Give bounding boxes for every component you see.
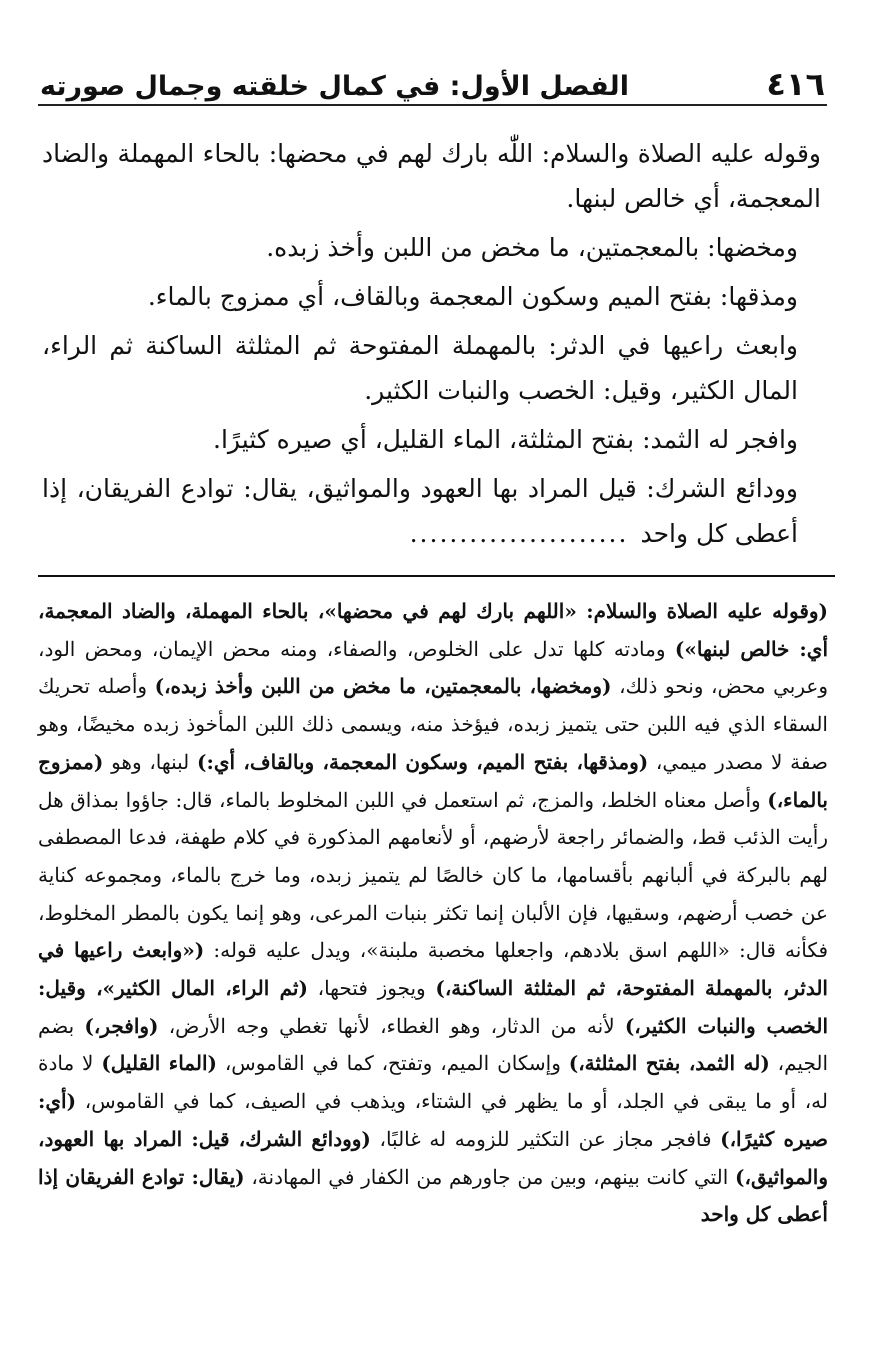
section-divider	[38, 575, 835, 577]
hadith-paragraph: ومذقها: بفتح الميم وسكون المعجمة وبالقاف، أي ممزوج بالماء.	[147, 282, 798, 311]
hadith-paragraph: وافجر له الثمد: بفتح المثلثة، الماء القليل، أي صيره كثيرًا.	[213, 425, 798, 454]
commentary-segment: بضم الجيم،	[38, 1013, 828, 1076]
page-number: ٤١٦	[766, 65, 825, 103]
hadith-paragraph-text: وودائع الشرك: قيل المراد بها العهود والمواثيق، يقال: توادع الفريقان، إذا أعطى كل واحد	[42, 474, 798, 548]
header-divider	[38, 104, 827, 106]
commentary-segment: وأصل معناه الخلط، والمزج، ثم استعمل في اللبن المخلوط بالماء، قال: جاؤوا بمذاق هل رأيت الذئب قط، والضمائر راجعة لأرضهم، أو لأنعامهم المذكورة في كلام طهفة، فدعا المصطفى لهم بالبركة في ألبانهم بأقسامها، ما كان خالصًا لم يتميز زبده، وما خرج بالماء، ومجموعه كناية عن خصب أرضهم، وسقيها، فإن الألبان إنما تكثر بنبات المرعى، وهو إنما يكون بالمطر المخلوط، فكأنه قال: «اللهم اسق بلادهم، واجعلها مخصبة ملبنة»، ويدل عليه قوله:	[38, 787, 829, 963]
hadith-text	[42, 131, 821, 560]
quoted-text: (له الثمد، بفتح المثلثة،)	[568, 1051, 770, 1076]
commentary-segment: وأصله تحريك السقاء الذي فيه اللبن حتى يتميز زبده، فيؤخذ منه، ويسمى ذلك اللبن المأخوذ زبده مخيضًا، وهو صفة لا مصدر ميمي،	[38, 674, 829, 774]
quoted-text: (ومذقها، بفتح الميم، وسكون المعجمة، وبالقاف، أي:)	[197, 749, 649, 774]
quoted-text: (أي: صيره كثيرًا،)	[38, 1089, 828, 1151]
commentary-segment: لبنها، وهو	[103, 749, 198, 774]
hadith-paragraph: ومخضها: بالمعجمتين، ما مخض من اللبن وأخذ زبده.	[266, 233, 798, 262]
quoted-text: (الماء القليل)	[101, 1051, 217, 1076]
quoted-text: (ثم الراء، المال الكثير»، وقيل: الخصب والنبات الكثير،)	[38, 976, 828, 1038]
quoted-text: (وودائع الشرك، قيل: المراد بها العهود، والمواثيق،)	[38, 1126, 828, 1189]
commentary-segment: فافجر مجاز عن التكثير للزومه له غالبًا،	[370, 1126, 721, 1151]
hadith-paragraph: وقوله عليه الصلاة والسلام: اللّٰه بارك لهم في محضها: بالحاء المهملة والضاد المعجمة، أي خالص لبنها.	[42, 139, 821, 213]
commentary-segment: ومادته كلها تدل على الخلوص، والصفاء، ومنه محض الإيمان، ومحض الود، وعربي محض، ونحو ذلك،	[38, 636, 828, 699]
commentary-text	[38, 593, 828, 1234]
page-header	[40, 50, 825, 103]
quoted-text: («وابعث راعيها في الدثر، بالمهملة المفتوحة، ثم المثلثة الساكنة،)	[38, 938, 828, 1001]
dot-leader: ......................	[409, 519, 629, 548]
hadith-paragraph: وابعث راعيها في الدثر: بالمهملة المفتوحة ثم المثلثة الساكنة ثم الراء، المال الكثير، وقيل: الخصب والنبات الكثير.	[42, 331, 798, 405]
chapter-title: الفصل الأول: في كمال خلقته وجمال صورته	[40, 71, 629, 102]
hadith-paragraph-last	[42, 466, 821, 556]
quoted-text: (يقال: توادع الفريقان إذا أعطى كل واحد	[38, 1164, 828, 1227]
quoted-text: (ومخضها، بالمعجمتين، ما مخض من اللبن وأخذ زبده،)	[154, 674, 612, 699]
quoted-text: (وقوله عليه الصلاة والسلام: «اللهم بارك لهم في محضها»، بالحاء المهملة، والضاد المعجمة، أي: خالص لبنها»)	[38, 599, 828, 661]
quoted-text: (ممزوج بالماء،)	[38, 749, 828, 812]
quoted-text: (وافجر،)	[84, 1013, 159, 1038]
commentary-segment: التي كانت بينهم، وبين من جاورهم من الكفار في المهادنة،	[244, 1164, 736, 1189]
commentary-segment: ويجوز فتحها،	[307, 976, 436, 1001]
commentary-segment: لا مادة له، أو ما يبقى في الجلد، أو ما يظهر في الشتاء، ويذهب في الصيف، كما في القاموس،	[38, 1051, 828, 1114]
commentary-segment: لأنه من الدثار، وهو الغطاء، لأنها تغطي وجه الأرض،	[158, 1013, 625, 1038]
commentary-segment: وإسكان الميم، وتفتح، كما في القاموس،	[216, 1051, 569, 1076]
